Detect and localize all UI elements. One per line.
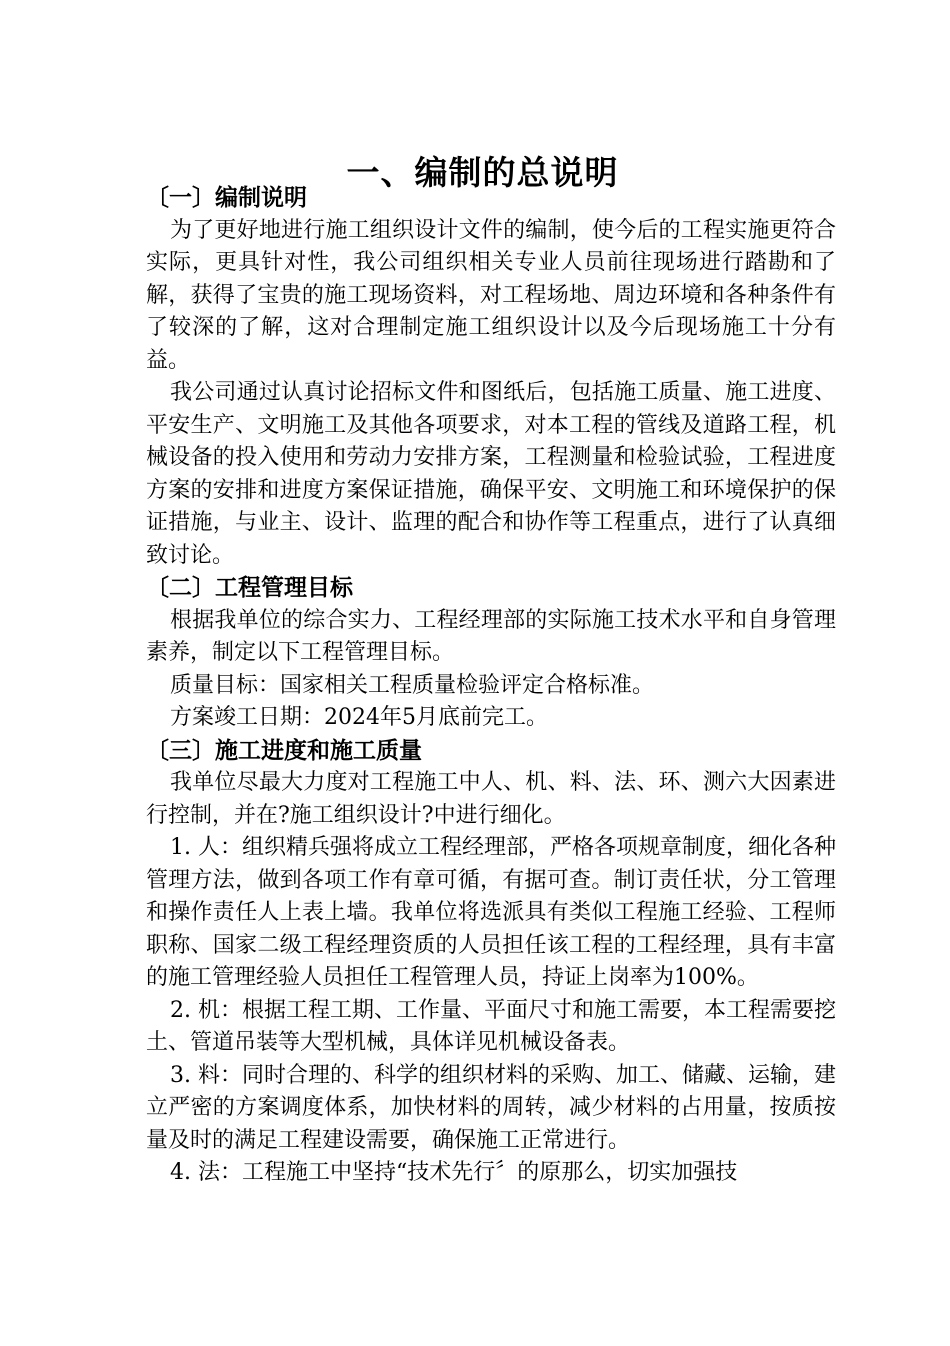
section-heading: 〔二〕工程管理目标 [146, 575, 353, 601]
document-body [146, 182, 836, 1190]
section-heading: 〔一〕编制说明 [146, 185, 307, 211]
paragraph: 为了更好地进行施工组织设计文件的编制，使今后的工程实施更符合实际，更具针对性，我公司组织相关专业人员前往现场进行踏勘和了解，获得了宝贵的施工现场资料，对工程场地、周边环境和各种条件有了较深的了解，这对合理制定施工组织设计以及今后现场施工十分有益。 [146, 217, 836, 373]
paragraph: 根据我单位的综合实力、工程经理部的实际施工技术水平和自身管理素养，制定以下工程管理目标。 [146, 607, 836, 665]
paragraph: 2. 机：根据工程工期、工作量、平面尺寸和施工需要，本工程需要挖土、管道吊装等大型机械，具体详见机械设备表。 [146, 997, 836, 1055]
paragraph: 方案竣工日期：2024年5月底前完工。 [170, 705, 548, 730]
page-title: 一、编制的总说明 [346, 153, 619, 193]
paragraph: 质量目标：国家相关工程质量检验评定合格标准。 [170, 672, 655, 698]
section-heading: 〔三〕施工进度和施工质量 [146, 737, 422, 764]
paragraph: 我公司通过认真讨论招标文件和图纸后，包括施工质量、施工进度、平安生产、文明施工及其他各项要求，对本工程的管线及道路工程，机械设备的投入使用和劳动力安排方案，工程测量和检验试验，工程进度方案的安排和进度方案保证措施，确保平安、文明施工和环境保护的保证措施，与业主、设计、监理的配合和协作等工程重点，进行了认真细致讨论。 [146, 380, 836, 568]
paragraph: 3. 料：同时合理的、科学的组织材料的采购、加工、储藏、运输，建立严密的方案调度体系，加快材料的周转，减少材料的占用量，按质按量及时的满足工程建设需要，确保施工正常进行。 [146, 1062, 836, 1153]
paragraph: 4. 法：工程施工中坚持“技术先行〞的原那么，切实加强技 [170, 1160, 738, 1185]
section-compilation-notes [146, 182, 836, 572]
paragraph: 1. 人：组织精兵强将成立工程经理部，严格各项规章制度，细化各种管理方法，做到各项工作有章可循，有据可查。制订责任状，分工管理和操作责任人上表上墙。我单位将选派具有类似工程施工经验、工程师职称、国家二级工程经理资质的人员担任该工程的工程经理，具有丰富的施工管理经验人员担任工程管理人员，持证上岗率为100%。 [146, 835, 836, 990]
section-management-goals [146, 572, 836, 735]
section-progress-quality [146, 735, 836, 1190]
paragraph: 我单位尽最大力度对工程施工中人、机、料、法、环、测六大因素进行控制，并在?施工组织设计?中进行细化。 [146, 770, 836, 828]
